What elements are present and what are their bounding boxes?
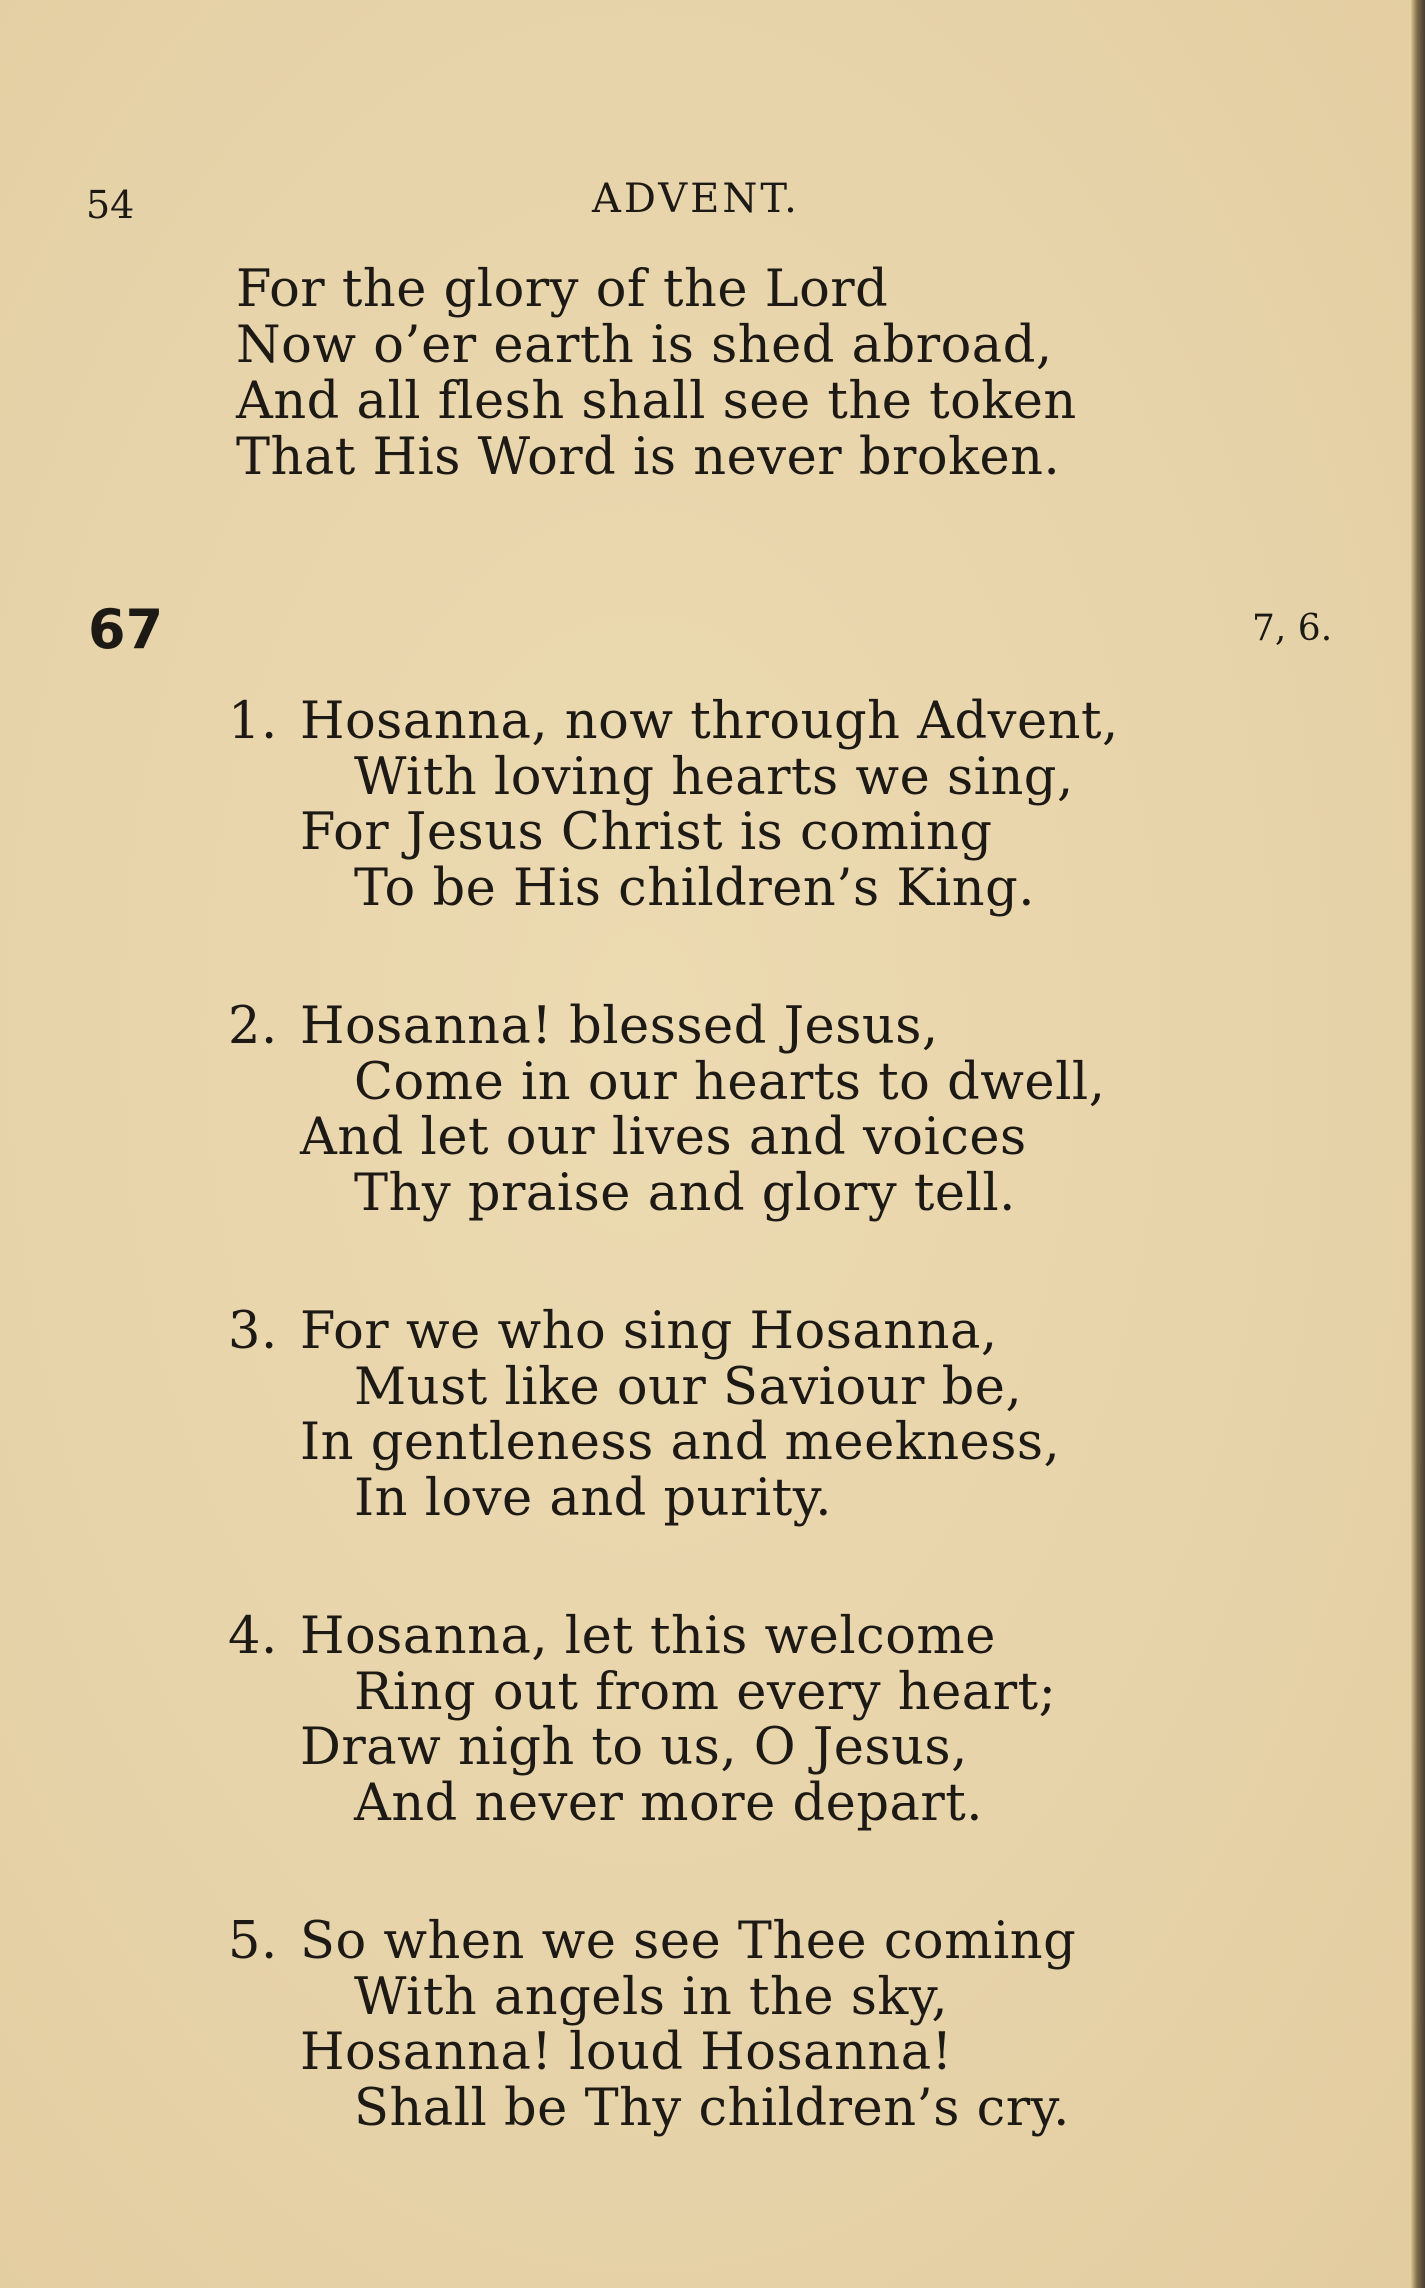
- verse-number: 4.: [228, 1607, 278, 1666]
- verse-line: For the glory of the Lord: [236, 260, 889, 319]
- verse-line: For Jesus Christ is coming: [300, 803, 993, 862]
- verse-line: Draw nigh to us, O Jesus,: [300, 1718, 968, 1777]
- verse-line: Hosanna, let this welcome: [300, 1607, 996, 1666]
- page-number: 54: [86, 183, 135, 227]
- verse-number: 5.: [228, 1912, 278, 1971]
- verse-line: Hosanna, now through Advent,: [300, 692, 1119, 751]
- running-head: ADVENT.: [592, 176, 800, 222]
- verse-line: And never more depart.: [354, 1773, 983, 1833]
- previous-hymn-ending: [236, 262, 1077, 486]
- page-edge: [1411, 0, 1425, 2288]
- verse-line: With loving hearts we sing,: [354, 747, 1074, 807]
- verse-line: That His Word is never broken.: [236, 428, 1061, 487]
- verse-line: Ring out from every heart;: [354, 1662, 1057, 1722]
- verse-line: Come in our hearts to dwell,: [354, 1052, 1106, 1112]
- verse-line: Hosanna! blessed Jesus,: [300, 997, 939, 1056]
- verse-line: For we who sing Hosanna,: [300, 1302, 998, 1361]
- verse-number: 2.: [228, 997, 278, 1056]
- verse-line: With angels in the sky,: [354, 1967, 949, 2027]
- verse-line: And all flesh shall see the token: [236, 372, 1077, 431]
- verse-line: Shall be Thy children’s cry.: [354, 2078, 1070, 2138]
- hymn-number: 67: [88, 598, 164, 661]
- verse-number: 1.: [228, 692, 278, 751]
- verse-line: Must like our Saviour be,: [354, 1357, 1023, 1417]
- verse-line: Thy praise and glory tell.: [354, 1163, 1016, 1223]
- verse-line: To be His children’s King.: [354, 858, 1035, 918]
- hymn-meter: 7, 6.: [1252, 608, 1333, 649]
- verse-line: Now o’er earth is shed abroad,: [236, 316, 1053, 375]
- verse-line: In gentleness and meekness,: [300, 1413, 1061, 1472]
- verse-line: Hosanna! loud Hosanna!: [300, 2023, 953, 2082]
- verse-line: So when we see Thee coming: [300, 1912, 1077, 1971]
- verse-line: In love and purity.: [354, 1468, 832, 1528]
- verse-number: 3.: [228, 1302, 278, 1361]
- verse-line: And let our lives and voices: [300, 1108, 1027, 1167]
